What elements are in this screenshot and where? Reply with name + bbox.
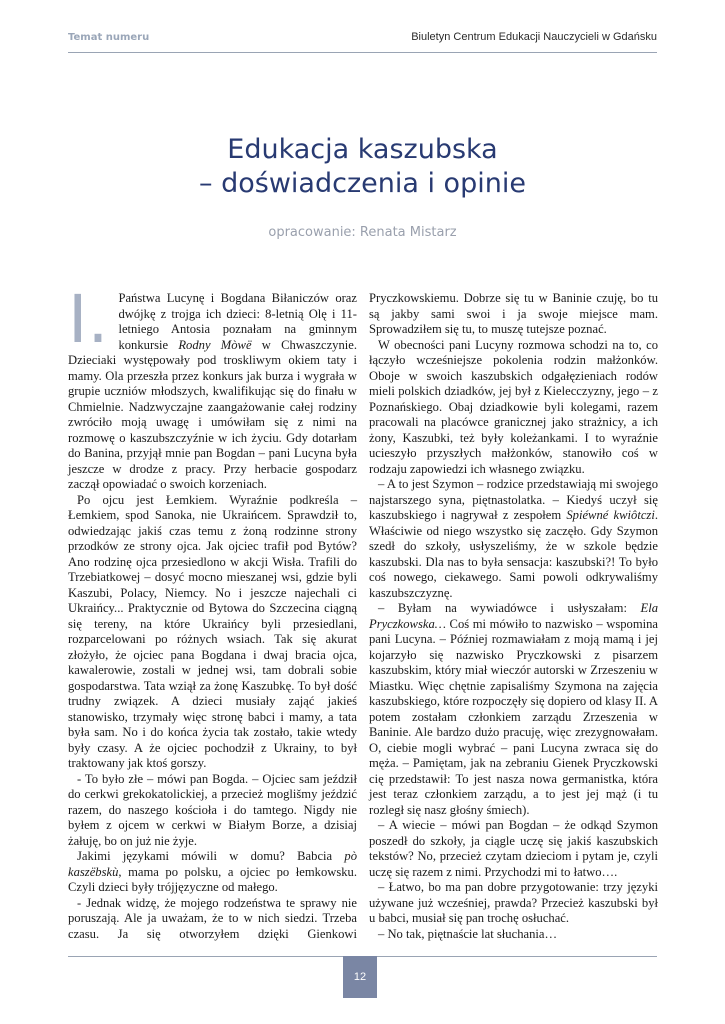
paragraph: - To było złe – mówi pan Bogda. – Ojciec sam jeździł do cerkwi grekokatolickiej, a przecież moglišmy jeździć razem, do naszego kościoła i do tamtego. Nigdy nie byłem z ojcem w cerkwi w Białym Borze, a dzisiaj żałuję, bo on już nie żyje. (68, 771, 357, 848)
paragraph: - Jednak widzę, że mojego rodzeństwa te sprawy nie poruszają. Ale ja uważam, że to w nich siedzi. Trzeba czasu. Ja się otworzyłem dzięki Gienkowi Pryczkowskiemu. Dobrze się tu w Baninie czuję, bo tu są jakby sami swoi i ja swoje miejsce mam. Sprowadziłem się tu, to muszę tutejsze poznać. (68, 291, 658, 941)
paragraph: – Byłam na wywiadówce i usłyszałam: Ela Pryczkowska… Coś mi mówiło to nazwisko – wspomina pani Lucyna. – Później rozmawiałam z moją mamą i jej kojarzyło się nazwisko Pryczkowski z pisarzem kaszubskim, który miał wieczór autorski w Zrzeszeniu w Miastku. Więc chętnie zapisaliśmy Szymona na zajęcia kaszubskiego, które rozpoczęły się dopiero od klasy II. A potem zostałam członkiem zarządu Zrzeszenia w Baninie. Ale bardzo dużo pracuję, więc zrezygnowałam. O, ciebie mogli wybrać – pani Lucyna zwraca się do męża. – Pamiętam, jak na zebraniu Gienek Pryczkowski cię przedstawił: To jest nasza nowa germanistka, która jest teraz członkiem zarządu, a to jest jej mąż (i tu rozległ się nasz głośny śmiech). (369, 601, 658, 817)
article-title (68, 133, 657, 201)
paragraph: – A wiecie – mówi pan Bogdan – że odkąd Szymon poszedł do szkoły, ja ciągle uczę się jakiś kaszubskich tekstów? No, przecież czytam dzieciom i pytam je, czyli uczę się razem z nimi. Przychodzi mi to łatwo…. (369, 818, 658, 879)
article-body (68, 281, 658, 943)
paragraph: I. Państwa Lucynę i Bogdana Biłaniczów oraz dwójkę z trojga ich dzieci: 8-letnią Olę i 11-letniego Antosia poznałam na gminnym konkursie Rodny Mòwë w Chwaszczynie. Dzieciaki występowały pod troskliwym okiem taty i mamy. Ola przeszła przez konkurs jak burza i wygrała w grupie uczniów młodszych, kwalifikując się do finału w Chmielnie. Nadzwyczajne zaangażowanie całej rodziny zwróciło moją uwagę i umówiłam się z nimi na rozmowę o kaszubszczyźnie w ich życiu. Gdy dotarłam do Banina, przyjął mnie pan Bogdan – pani Lucyna była jeszcze w drodze z pracy. Przy herbacie gospodarz zaczął opowiadać o swoich korzeniach. (68, 281, 357, 491)
paragraph: Jakimi językami mówili w domu? Babcia pò kaszëbskù, mama po polsku, a ojciec po łemkowsku. Czyli dzieci były trójjęzyczne od małego. (68, 849, 357, 894)
page-number: 12 (343, 956, 377, 998)
drop-cap: I. (68, 281, 109, 358)
paragraph: – Łatwo, bo ma pan dobre przygotowanie: trzy języki używane już wcześniej, prawda? Przecież kaszubski był u babci, musiał się pan trochę osłuchać. (369, 880, 658, 925)
paragraph: – A to jest Szymon – rodzice przedstawiają mi swojego najstarszego syna, piętnastolatka. – Kiedyś uczył się kaszubskiego i nagrywał z zespołem Spiéwné kwiôtczi. Właściwie od niego wszystko się zaczęło. Gdy Szymon szedł do szkoły, usłyszeliśmy, że w szkole będzie kaszubski. Dla nas to była sensacja: kaszubski?! To było coś nowego, ciekawego. Sami powoli odkrywaliśmy kaszubszczyznę. (369, 477, 658, 600)
paragraph: W obecności pani Lucyny rozmowa schodzi na to, co łączyło wcześniejsze pokolenia rodzin małżonków. Oboje w swoich kaszubskich odgałęzieniach rodów mieli polskich dziadków, jej był z Kielecczyzny, jego – z Poznańskiego. Obaj dziadkowie byli kolegami, razem pracowali na placówce granicznej jako strażnicy, a ich żony, Kaszubki, też były koleżankami. I to wyraźnie ucieszyło przyszłych małżonków, stanowiło coś w rodzaju zapowiedzi ich własnego związku. (369, 337, 658, 476)
title-line-1: Edukacja kaszubska (227, 134, 498, 165)
title-line-2: – doświadczenia i opinie (199, 168, 526, 199)
paragraph: Po ojcu jest Łemkiem. Wyraźnie podkreśla – Łemkiem, spod Sanoka, nie Ukraińcem. Sprawdził to, odwiedzając jakiś czas temu z żoną rodzinne strony przodków ze strony ojca. Jak ojciec trafił pod Bytów? Ano rodzinę ojca przesiedlono w akcji Wisła. Trafili do Trzebiatkowej – dosyć mocno mieszanej wsi, gdzie byli Kaszubi, Polacy, Niemcy. No i jeszcze najechali ci Ukraińcy... Praktycznie od Bytowa do Szczecina ciągną się tereny, na które Ukraińcy byli przesiedlani, rozparcelowani po różnych wsiach. Tak się akurat złożyło, że ojciec pana Bogdana i dwaj bracia ojca, kawalerowie, zostali w jednej wsi, tam dobrali sobie gospodarstwa. Tata wziął za żonę Kaszubkę. To był dość trudny związek. A dzieci musiały zająć jakieś stanowisko, trzymały więc stronę babci i mamy, a tata była sam. No i do końca życia tak zostało, takie wtedy były czasy. A że ojciec pochodził z Ukrainy, to był traktowany jak ktoś gorszy. (68, 492, 357, 770)
journal-title: Biuletyn Centrum Edukacji Nauczycieli w Gdańsku (411, 31, 657, 43)
article-author: opracowanie: Renata Mistarz (268, 225, 457, 240)
paragraph: – No tak, piętnaście lat słuchania… (378, 926, 558, 941)
section-label: Temat numeru (68, 32, 150, 43)
page-header (68, 30, 657, 53)
